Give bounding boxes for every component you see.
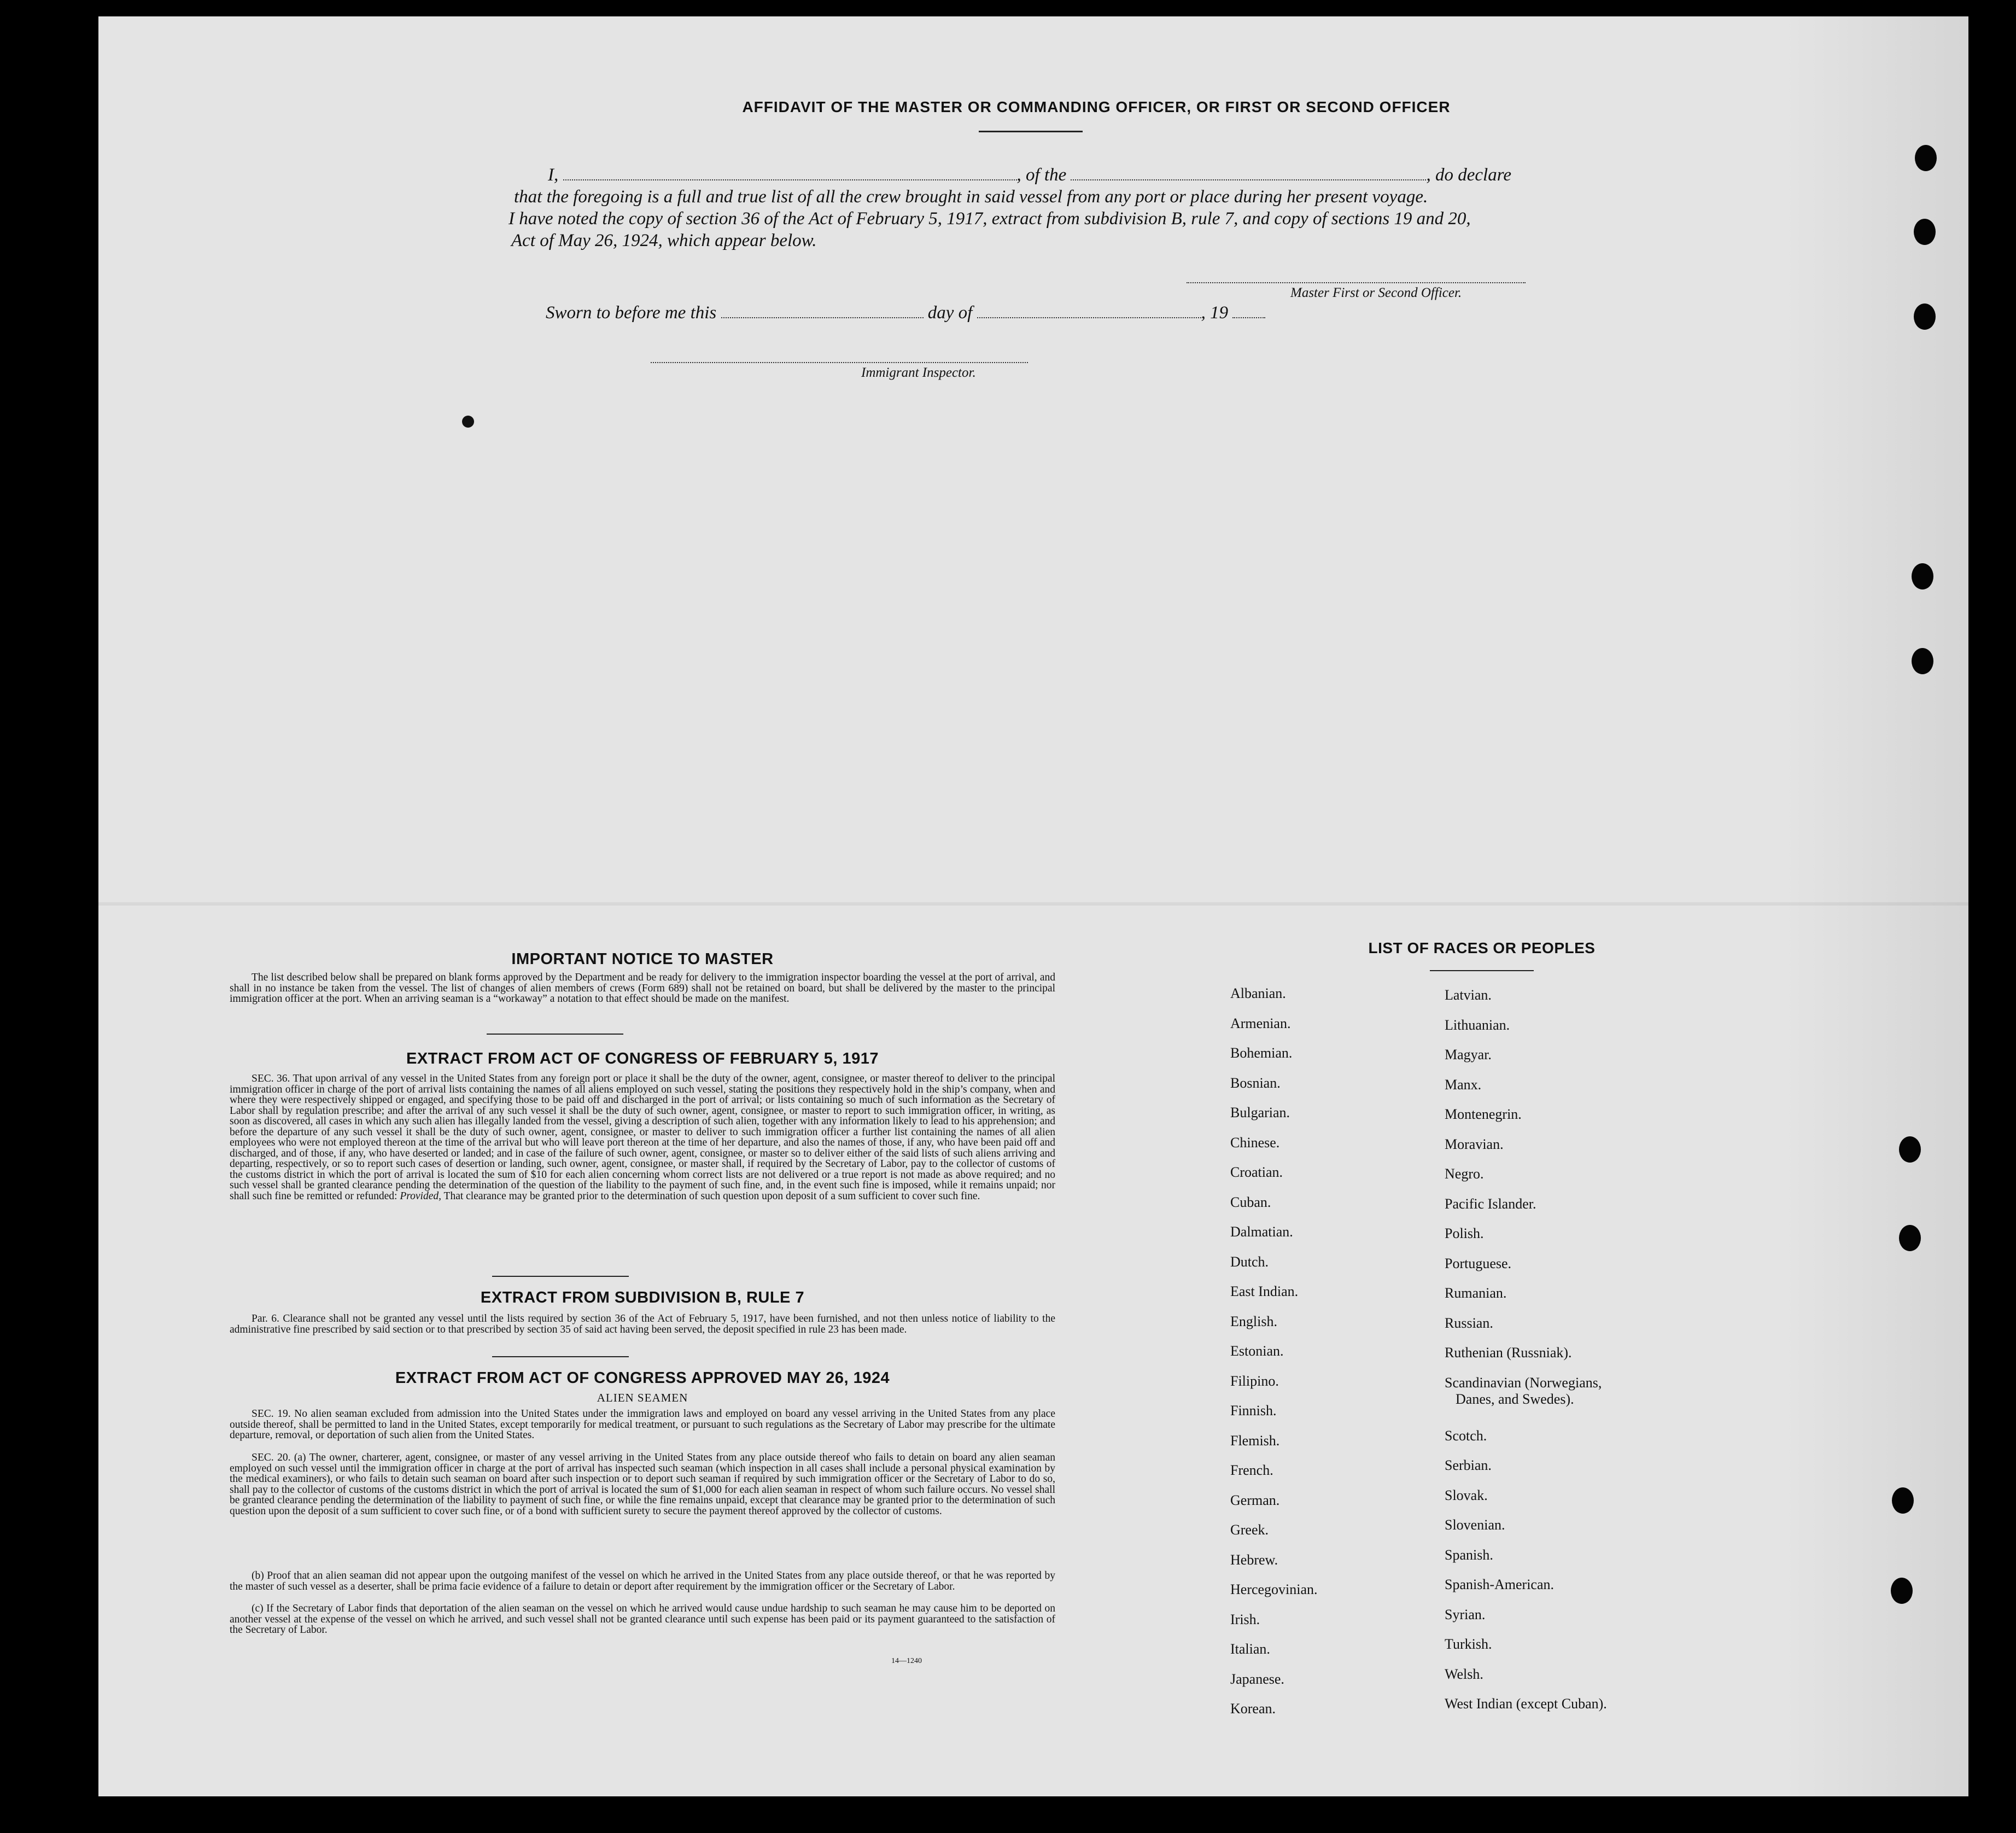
race-item: Italian. bbox=[1230, 1641, 1270, 1657]
extract-1917-title: EXTRACT FROM ACT OF CONGRESS OF FEBRUARY 5, 1917 bbox=[406, 1050, 879, 1067]
race-item: Bohemian. bbox=[1230, 1045, 1293, 1061]
vessel-blank[interactable] bbox=[1071, 179, 1426, 180]
race-item: East Indian. bbox=[1230, 1283, 1299, 1299]
race-item: Japanese. bbox=[1230, 1671, 1284, 1687]
race-item: Hebrew. bbox=[1230, 1551, 1278, 1568]
sec-20b-text: (b) Proof that an alien seaman did not appear upon the outgoing manifest of the vessel on which he arrived in the United States from any place outside thereof, or that he was reported by the master of such vessel as a deserter, shall be prima facie evidence of a failure to detain or deport after requirement by the immigration officer or the Secretary of Labor. bbox=[230, 1570, 1055, 1592]
inspector-signature-line[interactable] bbox=[651, 362, 1028, 363]
punch-hole bbox=[1914, 219, 1936, 245]
ink-speck bbox=[462, 416, 474, 428]
extract-1924-title: EXTRACT FROM ACT OF CONGRESS APPROVED MAY 26, 1924 bbox=[395, 1369, 890, 1387]
race-item: Montenegrin. bbox=[1445, 1106, 1522, 1122]
race-item: Cuban. bbox=[1230, 1194, 1271, 1210]
affidavit-of-the: , of the bbox=[1016, 165, 1067, 185]
affidavit-line-4: Act of May 26, 1924, which appear below. bbox=[511, 231, 817, 250]
punch-hole bbox=[1891, 1578, 1913, 1604]
race-item: Greek. bbox=[1230, 1522, 1269, 1538]
race-item: Syrian. bbox=[1445, 1606, 1486, 1622]
race-item: Bulgarian. bbox=[1230, 1105, 1290, 1120]
extract-rule7-text: Par. 6. Clearance shall not be granted any vessel until the lists required by section 36 of the Act of February 5, 1917, have been furnished, and not then unless notice of liability to the administrative fine prescribed by said section or to that prescribed by section 35 of said act having been served, the deposit specified in rule 23 has been made. bbox=[230, 1313, 1055, 1335]
punch-hole bbox=[1899, 1136, 1921, 1163]
race-item-scandinavian bbox=[1445, 1375, 1607, 1428]
race-item: Chinese. bbox=[1230, 1134, 1280, 1151]
race-item: Lithuanian. bbox=[1445, 1017, 1510, 1033]
race-item: Filipino. bbox=[1230, 1373, 1279, 1389]
sworn-text: Sworn to before me this bbox=[546, 303, 717, 323]
sec-20c-text: (c) If the Secretary of Labor finds that deportation of the alien seaman on the vessel on which he arrived would cause undue hardship to such seaman he may cause him to be deported on another vessel at the expense of the vessel on which he arrived, and such vessel shall not be granted clearance until such expense has been paid or its payment guaranteed to the satisfaction of the Secretary of Labor. bbox=[230, 1603, 1055, 1636]
sec-20a-text: SEC. 20. (a) The owner, charterer, agent, consignee, or master of any vessel arriving in the United States from any place outside thereof who fails to detain on board any alien seaman employed on such vessel until the immigration officer in charge at the port of arrival has inspected such seaman (which inspection in all cases shall include a personal physical examination by the medical examiners), or who fails to detain such seaman on board after such inspection or to deport such seaman if required by such immigration officer or the Secretary of Labor to do so, shall pay to the collector of customs of the customs district in which the port of arrival is located the sum of $1,000 for each alien seaman in respect of whom such failure occurs. No vessel shall be granted clearance pending the determination of the liability to payment of such fine, or while the fine remains unpaid, except that clearance may be granted prior to the determination of such question upon the deposit of a sum sufficient to cover such fine, or of a bond with sufficient surety to secure the payment thereof approved by the collector of customs. bbox=[230, 1452, 1055, 1517]
race-item: Spanish-American. bbox=[1445, 1577, 1555, 1592]
race-item: Scotch. bbox=[1445, 1427, 1487, 1444]
race-item: German. bbox=[1230, 1492, 1280, 1508]
race-item: Dutch. bbox=[1230, 1253, 1269, 1270]
affidavit-line-3: I have noted the copy of section 36 of the Act of February 5, 1917, extract from subdivision B, rule 7, and copy of sections 19 and 20, bbox=[509, 209, 1471, 229]
races-title: LIST OF RACES OR PEOPLES bbox=[1368, 939, 1596, 956]
proviso-word: Provided, bbox=[400, 1190, 441, 1202]
race-item: Albanian. bbox=[1230, 985, 1286, 1001]
race-item: Portuguese. bbox=[1445, 1255, 1512, 1271]
affidavit-declaration-line bbox=[548, 165, 1511, 185]
race-item: Latvian. bbox=[1445, 987, 1492, 1003]
affidavit-title: AFFIDAVIT OF THE MASTER OR COMMANDING OFFICER, OR FIRST OR SECOND OFFICER bbox=[742, 98, 1451, 115]
races-right-column bbox=[1445, 987, 1607, 1726]
race-item: Korean. bbox=[1230, 1701, 1276, 1717]
race-item: Turkish. bbox=[1445, 1636, 1492, 1652]
name-blank[interactable] bbox=[563, 179, 1017, 180]
document-page bbox=[98, 16, 1968, 1796]
notice-master-title: IMPORTANT NOTICE TO MASTER bbox=[511, 950, 774, 968]
affidavit-do-declare: , do declare bbox=[1426, 165, 1511, 185]
race-item: Estonian. bbox=[1230, 1343, 1284, 1359]
race-item: Serbian. bbox=[1445, 1457, 1492, 1473]
alien-seamen-subtitle: ALIEN SEAMEN bbox=[597, 1391, 688, 1404]
race-item: Slovak. bbox=[1445, 1487, 1488, 1503]
race-item: Welsh. bbox=[1445, 1666, 1483, 1682]
race-item: West Indian (except Cuban). bbox=[1445, 1696, 1607, 1712]
extract-rule7-title: EXTRACT FROM SUBDIVISION B, RULE 7 bbox=[480, 1289, 805, 1306]
title-divider bbox=[979, 131, 1083, 132]
race-item: Russian. bbox=[1445, 1315, 1493, 1331]
day-of-text: day of bbox=[927, 303, 973, 323]
race-item: Spanish. bbox=[1445, 1546, 1493, 1563]
master-signature-line[interactable] bbox=[1187, 282, 1526, 283]
inspector-signature-label: Immigrant Inspector. bbox=[861, 365, 976, 380]
race-item: Rumanian. bbox=[1445, 1285, 1507, 1301]
race-item: Irish. bbox=[1230, 1611, 1260, 1627]
extract-1917-text bbox=[230, 1073, 1055, 1201]
scandinavian-line-1: Scandinavian (Norwegians, bbox=[1445, 1374, 1602, 1391]
race-item: Dalmatian. bbox=[1230, 1224, 1293, 1240]
page-fold bbox=[98, 902, 1968, 906]
race-item: Polish. bbox=[1445, 1225, 1484, 1241]
race-item: Bosnian. bbox=[1230, 1075, 1281, 1091]
race-item: Croatian. bbox=[1230, 1164, 1283, 1180]
punch-hole bbox=[1912, 563, 1933, 589]
master-signature-label: Master First or Second Officer. bbox=[1290, 285, 1462, 300]
sworn-line bbox=[546, 303, 1265, 323]
affidavit-line-2: that the foregoing is a full and true list of all the crew brought in said vessel from any port or place during her present voyage. bbox=[514, 187, 1428, 207]
race-item: Finnish. bbox=[1230, 1403, 1277, 1418]
bleed-through-shading bbox=[1783, 16, 1968, 1796]
race-item: Ruthenian (Russniak). bbox=[1445, 1345, 1572, 1361]
punch-hole bbox=[1899, 1225, 1921, 1251]
race-item: Slovenian. bbox=[1445, 1517, 1505, 1533]
punch-hole bbox=[1892, 1487, 1914, 1514]
extract-rule7-divider bbox=[492, 1356, 629, 1357]
race-item: Flemish. bbox=[1230, 1432, 1280, 1449]
sec-19-text: SEC. 19. No alien seaman excluded from admission into the United States under the immigration laws and employed on board any vessel arriving in the United States from any place outside thereof, shall be permitted to land in the United States, except temporarily for medical treatment, or pursuant to such regulations as the Secretary of Labor may prescribe for the ultimate departure, removal, or deportation of such alien from the United States. bbox=[230, 1408, 1055, 1441]
sec-36-text: SEC. 36. That upon arrival of any vessel in the United States from any foreign port or place it shall be the duty of the owner, agent, consignee, or master thereof to deliver to the principal immigration officer in charge of the port of arrival lists containing the names of all aliens employed on such vessel, stating the positions they respectively hold in the ship’s company, when and where they were respectively shipped or engaged, and specifying those to be paid off and discharged in the port of arrival; or lists containing so much of such information as the Secretary of Labor shall by regulation prescribe; and after the arrival of any such vessel it shall be the duty of such owner, agent, consignee, or master to report to such immigration officer, in writing, as soon as discovered, all cases in which any such alien has illegally landed from the vessel, giving a description of such alien, together with any information likely to lead to his apprehension; and before the departure of any such vessel it shall be the duty of such owner, agent, consignee, or master to deliver to such immigration officer a further list containing the names of all alien employees who were not employed thereon at the time of the arrival but who will leave port thereon at the time of her departure, and also the names of those, if any, who have been paid off and discharged, and of those, if any, who have deserted or landed; and in case of the failure of such owner, agent, consignee, or master so to deliver either of the said lists of such aliens arriving and departing, respectively, or so to report such cases of desertion or landing, such owner, agent, consignee, or master shall, if required by the Secretary of Labor, pay to the collector of customs of the customs district in which the port of arrival is located the sum of $10 for each alien concerning whom correct lists are not delivered or a true report is not made as above required; and no such vessel shall be granted clearance pending the determination of the question of the liability to the payment of such fine, and, in the event such fine is imposed, while it remains unpaid; nor shall such fine be remitted or refunded: bbox=[230, 1073, 1055, 1202]
races-left-column bbox=[1230, 985, 1318, 1731]
extract-1917-divider bbox=[492, 1276, 629, 1277]
sworn-month-blank[interactable] bbox=[977, 317, 1201, 318]
year-prefix: , 19 bbox=[1201, 303, 1229, 323]
race-item: Negro. bbox=[1445, 1166, 1484, 1182]
punch-hole bbox=[1915, 145, 1937, 171]
race-item: Moravian. bbox=[1445, 1136, 1504, 1152]
race-item: Hercegovinian. bbox=[1230, 1581, 1318, 1597]
sworn-year-blank[interactable] bbox=[1232, 317, 1265, 318]
affidavit-i: I, bbox=[548, 165, 559, 185]
race-item: Manx. bbox=[1445, 1076, 1482, 1093]
race-item: English. bbox=[1230, 1313, 1277, 1329]
notice-divider bbox=[487, 1034, 623, 1035]
sworn-day-blank[interactable] bbox=[721, 317, 924, 318]
punch-hole bbox=[1914, 303, 1936, 330]
form-number: 14—1240 bbox=[891, 1657, 922, 1665]
punch-hole bbox=[1912, 648, 1933, 674]
race-item: French. bbox=[1230, 1462, 1273, 1478]
races-divider bbox=[1430, 970, 1534, 971]
sec-36-proviso-text: That clearance may be granted prior to the determination of such question upon deposit of a sum sufficient to cover such fine. bbox=[443, 1190, 980, 1202]
race-item: Magyar. bbox=[1445, 1047, 1492, 1063]
race-item: Pacific Islander. bbox=[1445, 1195, 1536, 1212]
scandinavian-line-2: Danes, and Swedes). bbox=[1456, 1391, 1574, 1407]
notice-master-text: The list described below shall be prepared on blank forms approved by the Department and be ready for delivery to the immigration inspector boarding the vessel at the port of arrival, and shall in no instance be taken from the vessel. The list of changes of alien members of crews (Form 689) shall not be retained on board, but shall be delivered by the master to the principal immigration officer at the port. When an arriving seaman is a “workaway” a notation to that effect should be made on the manifest. bbox=[230, 972, 1055, 1005]
race-item: Armenian. bbox=[1230, 1015, 1291, 1031]
